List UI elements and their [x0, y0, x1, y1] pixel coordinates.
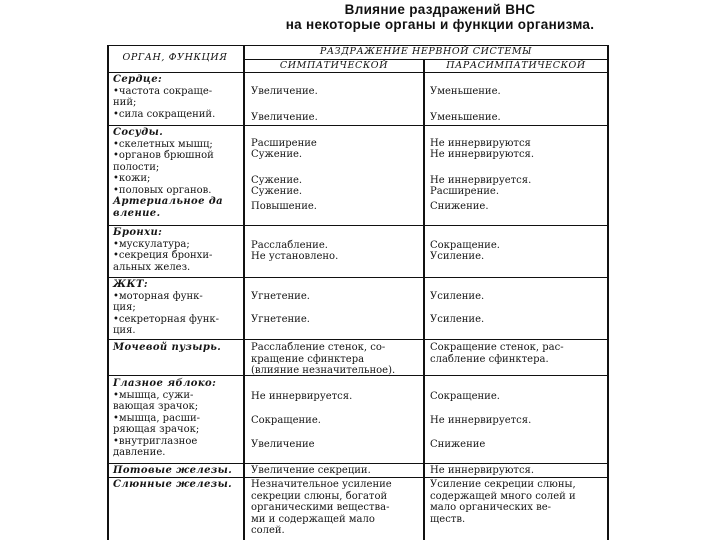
organ-line: •моторная функ- — [113, 290, 203, 302]
organ-line: •секреторная функ- — [113, 313, 220, 325]
sym-cell: Не установлено. — [251, 251, 339, 262]
table-border-left — [107, 45, 109, 540]
par-line: Сокращение стенок, рас- — [430, 342, 564, 353]
organ-heading: Потовые железы. — [113, 465, 233, 476]
organ-line: •скелетных мышц; — [113, 138, 213, 150]
row-divider — [107, 277, 609, 278]
sym-cell: Расширение — [251, 138, 317, 149]
par-line: слабление сфинктера. — [430, 353, 549, 365]
organ-line: •сила сокращений. — [113, 108, 216, 120]
organ-line: ция. — [113, 325, 136, 336]
par-cell-salivary — [430, 479, 606, 525]
sym-cell: Сужение. — [251, 186, 303, 197]
sym-cell: Повышение. — [251, 201, 317, 212]
row-divider — [107, 463, 609, 464]
sym-line: Незначительное усиление — [251, 479, 392, 490]
organ-heading: Артериальное да — [113, 196, 223, 207]
header-bottom-line — [107, 72, 609, 73]
organ-cell-salivary — [113, 479, 237, 491]
organ-heading: Бронхи: — [113, 227, 163, 238]
par-cell: Не иннервируются. — [430, 149, 535, 160]
organ-heading: Сосуды. — [113, 127, 164, 138]
sym-cell: Увеличение секреции. — [251, 465, 371, 476]
sym-line: Расслабление стенок, со- — [251, 342, 386, 353]
sym-cell: Не иннервируется. — [251, 391, 353, 402]
organ-line: •половых органов. — [113, 184, 212, 196]
par-line: содержащей много солей и — [430, 490, 576, 502]
organ-line: ция; — [113, 302, 136, 313]
organ-line: •мышца, сужи- — [113, 389, 194, 401]
par-cell: Не иннервируется. — [430, 415, 532, 426]
par-cell: Усиление. — [430, 251, 485, 262]
organ-line: •внутриглазное — [113, 435, 198, 447]
organ-heading: ЖКТ: — [113, 279, 148, 290]
sym-line: (влияние незначительное). — [251, 365, 396, 376]
sym-cell: Угнетение. — [251, 314, 310, 325]
sym-cell: Увеличение. — [251, 112, 318, 123]
sym-cell: Увеличение. — [251, 86, 318, 97]
organ-cell-bronchi — [113, 227, 237, 273]
header-parasympathetic: ПАРАСИМПАТИЧЕСКОЙ — [446, 60, 586, 71]
organ-line: •секреция бронхи- — [113, 250, 213, 261]
par-cell: Снижение. — [430, 201, 489, 212]
organ-line: полости; — [113, 161, 160, 173]
organ-heading: Слюнные железы. — [113, 479, 233, 490]
par-cell: Сокращение. — [430, 240, 500, 251]
par-cell: Не иннервируются — [430, 138, 531, 149]
sym-line: органическими вещества- — [251, 502, 390, 513]
organ-line: •частота сокраще- — [113, 85, 213, 97]
sym-cell: Увеличение — [251, 439, 315, 450]
organ-line: давление. — [113, 447, 166, 458]
row-divider — [107, 339, 609, 340]
sym-cell: Расслабление. — [251, 240, 328, 251]
par-cell: Усиление. — [430, 314, 485, 325]
organ-line: ний; — [113, 97, 137, 108]
title-line-2: на некоторые органы и функции организма. — [285, 17, 595, 32]
par-cell: Не иннервируются. — [430, 465, 535, 476]
sym-line: солей. — [251, 525, 285, 536]
page-title — [250, 2, 630, 32]
sym-cell-bladder — [251, 342, 417, 377]
sym-cell: Сокращение. — [251, 415, 321, 426]
par-cell: Уменьшение. — [430, 112, 501, 123]
sym-cell: Сужение. — [251, 149, 303, 160]
sym-cell: Угнетение. — [251, 291, 310, 302]
organ-heading: Сердце: — [113, 74, 163, 85]
table-border-right — [607, 45, 609, 540]
row-divider — [107, 225, 609, 226]
organ-heading: вление. — [113, 207, 161, 219]
organ-line: ряющая зрачок; — [113, 424, 200, 435]
organ-line: •органов брюшной — [113, 150, 214, 161]
row-divider — [107, 477, 609, 478]
organ-line: альных желез. — [113, 261, 191, 273]
sym-line: секреции слюны, богатой — [251, 490, 388, 502]
column-divider-organ — [243, 45, 245, 540]
par-line: ществ. — [430, 513, 466, 525]
par-cell-bladder — [430, 342, 606, 365]
par-cell: Расширение. — [430, 186, 499, 197]
organ-cell-eye — [113, 378, 237, 459]
sym-cell-salivary — [251, 479, 417, 537]
par-line: Усиление секреции слюны, — [430, 479, 576, 490]
organ-line: •кожи; — [113, 173, 151, 184]
par-cell: Снижение — [430, 439, 486, 450]
organ-cell-gi — [113, 279, 237, 337]
organ-line: •мускулатура; — [113, 238, 190, 250]
row-divider — [107, 125, 609, 126]
header-sympathetic: СИМПАТИЧЕСКОЙ — [279, 60, 389, 71]
organ-heading: Мочевой пузырь. — [113, 342, 222, 353]
column-divider-sym — [423, 59, 425, 540]
header-irritation: РАЗДРАЖЕНИЕ НЕРВНОЙ СИСТЕМЫ — [319, 46, 533, 57]
sym-line: кращение сфинктера — [251, 353, 365, 365]
par-line: мало органических ве- — [430, 502, 552, 513]
sym-cell: Сужение. — [251, 175, 303, 186]
organ-line: •мышца, расши- — [113, 412, 200, 424]
par-cell: Уменьшение. — [430, 86, 501, 97]
organ-heading: Глазное яблоко: — [113, 378, 217, 389]
header-organ: ОРГАН, ФУНКЦИЯ — [122, 52, 228, 63]
organ-cell-sweat — [113, 465, 237, 477]
influence-table — [107, 45, 610, 540]
par-cell: Не иннервируется. — [430, 175, 532, 186]
organ-cell-bladder — [113, 342, 237, 354]
organ-cell-vessels — [113, 127, 237, 219]
organ-line: вающая зрачок; — [113, 401, 199, 412]
sym-line: ми и содержащей мало — [251, 513, 375, 525]
par-cell: Сокращение. — [430, 391, 500, 402]
organ-cell-heart — [113, 74, 237, 120]
title-line-1: Влияние раздражений ВНС — [344, 2, 536, 17]
par-cell: Усиление. — [430, 291, 485, 302]
